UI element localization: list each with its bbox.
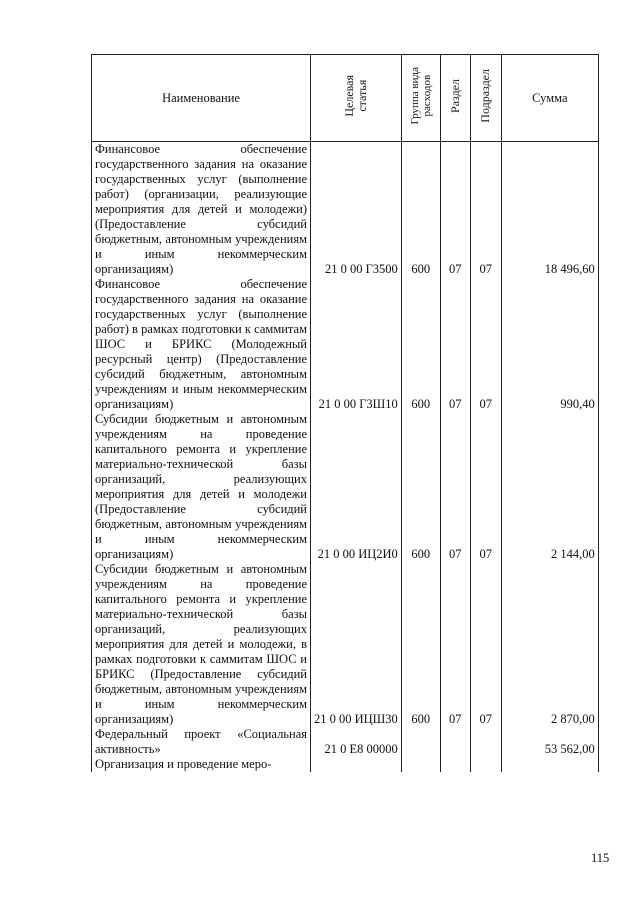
row-name: Субсидии бюджетным и автономным учреждениям на проведение капитального ремонта и укрепление материально-технической базы организаций, реализующих мероприятия для детей и молодежи, в рамках подготовки к саммитам ШОС и БРИКС (Предоставление субсидий бюджетным, автономным учреждениям и иным некоммерческим организациям)	[92, 562, 311, 727]
row-amount: 53 562,00	[501, 727, 598, 757]
table-row	[92, 757, 599, 772]
budget-table	[91, 54, 599, 772]
row-target-code: 21 0 00 Г3Ш10	[311, 277, 402, 412]
row-expense-group: 600	[401, 142, 440, 278]
row-subsection: 07	[470, 412, 501, 562]
header-subsection: Подраздел	[470, 55, 501, 142]
row-name: Федеральный проект «Социальная активность»	[92, 727, 311, 757]
row-section	[440, 727, 470, 757]
row-name: Организация и проведение меро-	[92, 757, 311, 772]
table-row	[92, 412, 599, 562]
row-expense-group: 600	[401, 412, 440, 562]
row-subsection: 07	[470, 142, 501, 278]
header-expense-group	[401, 55, 440, 142]
row-amount: 990,40	[501, 277, 598, 412]
row-expense-group: 600	[401, 277, 440, 412]
row-section: 07	[440, 412, 470, 562]
row-target-code: 21 0 00 ИЦ2И0	[311, 412, 402, 562]
row-amount	[501, 757, 598, 772]
header-target-article	[311, 55, 402, 142]
header-target-line1: Целевая	[341, 75, 356, 117]
row-target-code: 21 0 00 ИЦШ30	[311, 562, 402, 727]
row-amount: 18 496,60	[501, 142, 598, 278]
header-group-line1: Группа вида	[408, 67, 421, 125]
row-subsection: 07	[470, 277, 501, 412]
header-amount: Сумма	[501, 55, 598, 142]
row-section: 07	[440, 277, 470, 412]
row-expense-group: 600	[401, 562, 440, 727]
table-header-row	[92, 55, 599, 142]
row-name: Субсидии бюджетным и автономным учреждениям на проведение капитального ремонта и укрепление материально-технической базы организаций, реализующих мероприятия для детей и молодежи (Предоставление субсидий бюджетным, автономным учреждениям и иным некоммерческим организациям)	[92, 412, 311, 562]
header-name: Наименование	[92, 55, 311, 142]
row-subsection	[470, 727, 501, 757]
row-expense-group	[401, 757, 440, 772]
row-target-code: 21 0 00 Г3500	[311, 142, 402, 278]
row-section: 07	[440, 142, 470, 278]
row-name: Финансовое обеспечение государственного задания на оказание государственных услуг (выполнение работ) (организации, реализующие мероприятия для детей и молодежи) (Предоставление субсидий бюджетным, автономным учреждениям и иным некоммерческим организациям)	[92, 142, 311, 278]
table-row	[92, 277, 599, 412]
row-amount: 2 144,00	[501, 412, 598, 562]
row-target-code: 21 0 Е8 00000	[311, 727, 402, 757]
row-subsection: 07	[470, 562, 501, 727]
row-section	[440, 757, 470, 772]
header-section: Раздел	[440, 55, 470, 142]
row-expense-group	[401, 727, 440, 757]
row-amount: 2 870,00	[501, 562, 598, 727]
table-row	[92, 562, 599, 727]
row-section: 07	[440, 562, 470, 727]
row-subsection	[470, 757, 501, 772]
table-row	[92, 142, 599, 278]
page-number: 115	[591, 851, 610, 865]
header-group-line2: расходов	[420, 75, 433, 117]
row-target-code	[311, 757, 402, 772]
header-target-line2: статья	[354, 80, 369, 112]
table-row	[92, 727, 599, 757]
row-name: Финансовое обеспечение государственного задания на оказание государственных услуг (выполнение работ) в рамках подготовки к саммитам ШОС и БРИКС (Молодежный ресурсный центр) (Предоставление субсидий бюджетным, автономным учреждениям и иным некоммерческим организациям)	[92, 277, 311, 412]
